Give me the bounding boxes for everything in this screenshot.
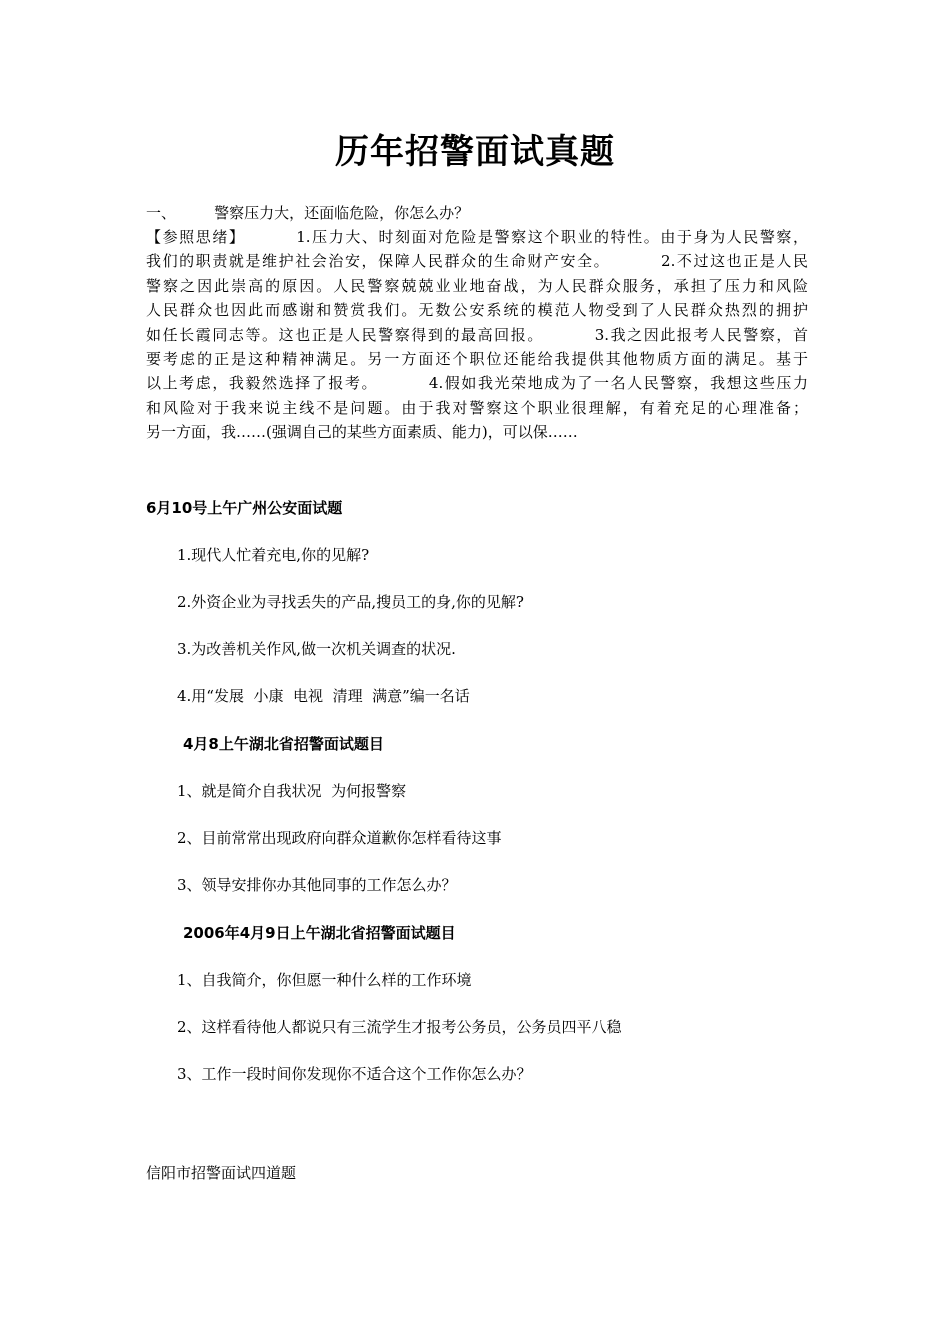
document-title: 历年招警面试真题 [335,132,615,172]
question-item: 2.外资企业为寻找丢失的产品,搜员工的身,你的见解? [177,593,524,611]
question-item: 4.用“发展 小康 电视 清理 满意”编一名话 [177,687,470,705]
answer-line: 和风险对于我来说主线不是问题。由于我对警察这个职业很理解，有着充足的心理准备； [146,398,808,417]
answer-line: 【参照思绪】 1.压力大、时刻面对危险是警察这个职业的特性。由于身为人民警察， [146,228,808,246]
question-1-answer [146,225,808,445]
answer-line: 以上考虑，我毅然选择了报考。 4.假如我光荣地成为了一名人民警察，我想这些压力 [146,374,808,393]
question-item: 1、就是简介自我状况 为何报警察 [177,782,407,800]
question-item: 2、目前常常出现政府向群众道歉你怎样看待这事 [177,829,502,847]
question-item: 3、领导安排你办其他同事的工作怎么办？ [177,876,457,894]
section-title-guangzhou: 6月10号上午广州公安面试题 [146,499,343,517]
question-item: 3、工作一段时间你发现你不适合这个工作你怎么办？ [177,1065,532,1083]
answer-line: 另一方面，我……(强调自己的某些方面素质、能力)，可以保…… [146,423,578,442]
question-item: 1.现代人忙着充电,你的见解? [177,546,370,564]
question-item: 3.为改善机关作风,做一次机关调查的状况. [177,640,456,658]
section-title-hubei-2006: 2006年4月9日上午湖北省招警面试题目 [183,924,456,942]
section-title-hubei-0408: 4月8上午湖北省招警面试题目 [183,735,384,753]
answer-line: 要考虑的正是这种精神满足。另一方面还个职位还能给我提供其他物质方面的满足。基于 [146,350,808,369]
answer-line: 警察之因此崇高的原因。人民警察兢兢业业地奋战，为人民群众服务，承担了压力和风险 [146,276,808,295]
answer-line: 如任长霞同志等。这也正是人民警察得到的最高回报。 3.我之因此报考人民警察，首 [146,325,808,344]
question-item: 2、这样看待他人都说只有三流学生才报考公务员，公务员四平八稳 [177,1018,622,1036]
question-item: 1、自我简介，你但愿一种什么样的工作环境 [177,971,472,989]
answer-line: 人民群众也因此而感谢和赞赏我们。无数公安系统的模范人物受到了人民群众热烈的拥护 [146,301,808,320]
question-1-heading: 一、 警察压力大，还面临危险，你怎么办？ [146,204,470,222]
answer-line: 我们的职责就是维护社会治安，保障人民群众的生命财产安全。 2.不过这也正是人民 [146,252,808,271]
section-title-xinyang: 信阳市招警面试四道题 [146,1164,297,1182]
